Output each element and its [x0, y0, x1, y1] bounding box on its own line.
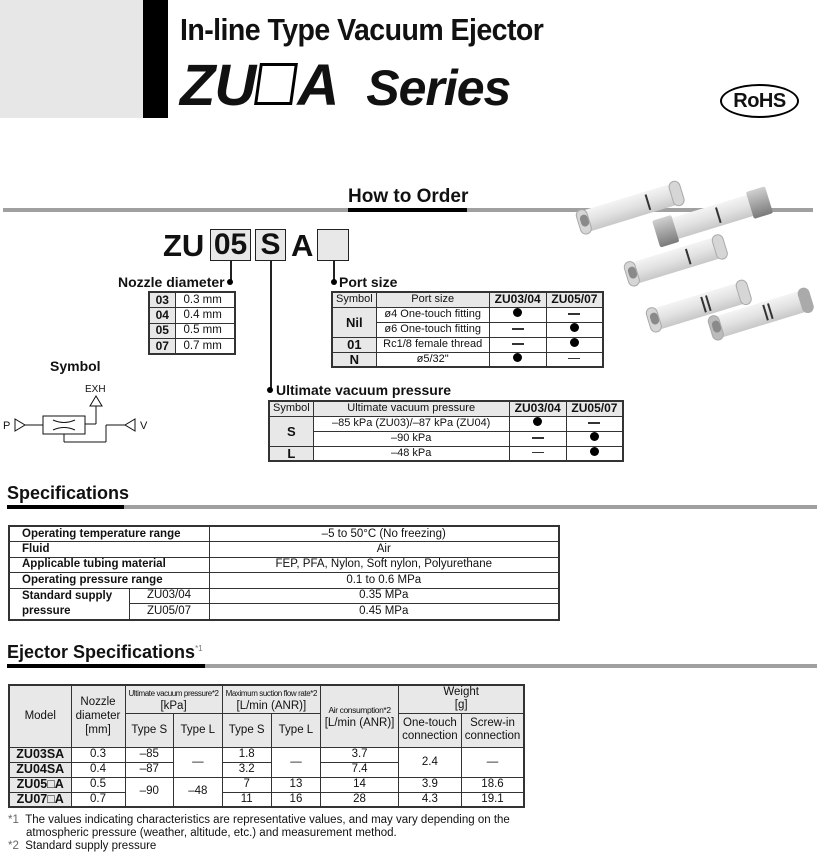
- ultimate-vacuum-table: [268, 400, 624, 462]
- header-cell: Type S: [222, 713, 271, 747]
- footnote-mark: *1: [195, 644, 203, 653]
- section-underline: [348, 208, 467, 212]
- cell: [546, 337, 603, 352]
- spec-sublabel: ZU03/04: [129, 588, 209, 604]
- cell: [489, 307, 546, 322]
- cell: ø5/32": [376, 352, 489, 367]
- cell: 04: [149, 308, 175, 324]
- filled-circle-icon: [513, 308, 522, 317]
- how-to-order-title: How to Order: [348, 186, 469, 207]
- order-code-prefix: ZU: [163, 228, 205, 263]
- order-code-vacuum: S: [255, 229, 286, 261]
- connector-line: [333, 261, 335, 281]
- table-row: [269, 446, 623, 461]
- cell: 07: [149, 339, 175, 355]
- header-line: Nozzle: [80, 696, 116, 709]
- dash-icon: [512, 343, 524, 344]
- svg-text:P: P: [3, 420, 11, 432]
- bullet-icon: [267, 387, 273, 393]
- order-code-port: [317, 229, 349, 261]
- table-row: [149, 323, 235, 339]
- header-cell: ZU03/04: [489, 292, 546, 307]
- dash-icon: [568, 313, 580, 314]
- series-title: [180, 52, 510, 119]
- svg-text:EXH: EXH: [85, 384, 106, 395]
- cell: 16: [271, 792, 320, 807]
- dash-icon: [568, 358, 580, 359]
- specifications-title: Specifications: [7, 483, 130, 503]
- series-suffix: A: [297, 53, 339, 118]
- header-cell: [461, 713, 524, 747]
- ejector-specifications-table: [8, 684, 525, 808]
- header-line: Ultimate vacuum pressure*2: [128, 688, 219, 698]
- header-cell: Model: [9, 685, 71, 747]
- header-black-bar: [143, 0, 168, 118]
- model-cell: ZU05□A: [9, 777, 71, 792]
- table-row: [9, 573, 559, 589]
- cell: [489, 322, 546, 337]
- model-cell: ZU03SA: [9, 747, 71, 762]
- spec-label: Operating temperature range: [9, 526, 209, 542]
- svg-text:V: V: [140, 420, 148, 432]
- port-size-label: Port size: [339, 274, 398, 290]
- cell: 0.5 mm: [175, 323, 235, 339]
- spec-sublabel: ZU05/07: [129, 604, 209, 620]
- nozzle-diameter-label: Nozzle diameter: [118, 274, 225, 290]
- symbol-label: Symbol: [50, 358, 101, 374]
- footnote-text: The values indicating characteristics are representative values, and may vary depending on the: [25, 814, 510, 826]
- table-header-row: [332, 292, 603, 307]
- section-underline: [7, 664, 205, 668]
- filled-circle-icon: [590, 432, 599, 441]
- symbol-cell: N: [332, 352, 376, 367]
- cell: [546, 307, 603, 322]
- header-cell: [222, 685, 320, 713]
- cell: 7.4: [321, 762, 399, 777]
- table-row: [332, 337, 603, 352]
- table-row: [9, 747, 524, 762]
- header-line: [L/min (ANR)]: [324, 717, 395, 729]
- header-line: [kPa]: [160, 699, 187, 712]
- label-line: Standard supply: [22, 589, 113, 602]
- model-cell: ZU07□A: [9, 792, 71, 807]
- cell: 0.7: [71, 792, 125, 807]
- dash-icon: [532, 452, 544, 453]
- product-title: In-line Type Vacuum Ejector: [180, 12, 544, 47]
- cell: 2.4: [399, 747, 462, 777]
- table-header-row: [269, 401, 623, 416]
- header-line: Maximum suction flow rate*2: [225, 688, 318, 698]
- spec-value: 0.35 MPa: [209, 588, 559, 604]
- footnote-mark: *2: [8, 840, 19, 852]
- symbol-cell: 01: [332, 337, 376, 352]
- cell: 11: [222, 792, 271, 807]
- symbol-cell: S: [269, 416, 313, 446]
- cell: [509, 416, 566, 431]
- header-cell: [321, 685, 399, 747]
- spec-value: FEP, PFA, Nylon, Soft nylon, Polyurethane: [209, 557, 559, 573]
- model-cell: ZU04SA: [9, 762, 71, 777]
- table-row: [9, 588, 559, 604]
- series-prefix: ZU: [180, 53, 256, 118]
- specifications-table: [8, 525, 560, 621]
- table-row: [9, 542, 559, 558]
- cell: 13: [271, 777, 320, 792]
- filled-circle-icon: [590, 447, 599, 456]
- cell: [509, 431, 566, 446]
- header-cell: Type L: [174, 713, 223, 747]
- cell: [489, 352, 546, 367]
- dash-icon: [532, 437, 544, 438]
- footnote: [8, 840, 156, 852]
- series-word: Series: [366, 60, 511, 116]
- cell: 0.4: [71, 762, 125, 777]
- spec-label: Fluid: [9, 542, 209, 558]
- ultimate-vacuum-label: Ultimate vacuum pressure: [276, 382, 452, 398]
- spec-label: Applicable tubing material: [9, 557, 209, 573]
- title-text: Ejector Specifications: [7, 642, 196, 662]
- header-cell: Ultimate vacuum pressure: [313, 401, 509, 416]
- cell: Rc1/8 female thread: [376, 337, 489, 352]
- header-line: Screw-in: [470, 717, 515, 730]
- symbol-cell: Nil: [332, 307, 376, 337]
- section-underline: [7, 505, 124, 509]
- header-line: diameter: [75, 710, 121, 723]
- header-cell: ZU05/07: [566, 401, 623, 416]
- footnote: [26, 827, 397, 839]
- header-cell: [399, 685, 525, 713]
- cell: –48: [174, 777, 223, 807]
- cell: ø6 One-touch fitting: [376, 322, 489, 337]
- header-line: [mm]: [85, 724, 111, 737]
- header-line: Weight: [443, 686, 479, 699]
- cell: 3.7: [321, 747, 399, 762]
- table-row: [269, 431, 623, 446]
- port-size-table: [331, 291, 604, 368]
- cell: 4.3: [399, 792, 462, 807]
- cell: 0.3: [71, 747, 125, 762]
- cell: –48 kPa: [313, 446, 509, 461]
- spec-label: Operating pressure range: [9, 573, 209, 589]
- cell: 28: [321, 792, 399, 807]
- table-row: [9, 792, 524, 807]
- spec-value: 0.45 MPa: [209, 604, 559, 620]
- cell: 14: [321, 777, 399, 792]
- cell: –85 kPa (ZU03)/–87 kPa (ZU04): [313, 416, 509, 431]
- cell: 03: [149, 292, 175, 308]
- table-row: [332, 352, 603, 367]
- filled-circle-icon: [570, 338, 579, 347]
- header-cell: ZU05/07: [546, 292, 603, 307]
- cell: –87: [125, 762, 174, 777]
- cell: [566, 416, 623, 431]
- cell: –85: [125, 747, 174, 762]
- dash-icon: [512, 328, 524, 329]
- cell: 3.2: [222, 762, 271, 777]
- cell: ø4 One-touch fitting: [376, 307, 489, 322]
- header-cell: ZU03/04: [509, 401, 566, 416]
- order-code-fixed: A: [291, 228, 314, 263]
- spec-value: 0.1 to 0.6 MPa: [209, 573, 559, 589]
- table-header-row: [9, 685, 524, 713]
- header-cell: [399, 713, 462, 747]
- filled-circle-icon: [513, 353, 522, 362]
- cell: [546, 322, 603, 337]
- table-row: [149, 308, 235, 324]
- cell: 0.7 mm: [175, 339, 235, 355]
- filled-circle-icon: [533, 417, 542, 426]
- cell: 19.1: [461, 792, 524, 807]
- rohs-badge: RoHS: [720, 84, 799, 118]
- cell: 18.6: [461, 777, 524, 792]
- filled-circle-icon: [570, 323, 579, 332]
- header-line: [L/min (ANR)]: [236, 699, 307, 712]
- header-line: Air consumption*2: [328, 705, 391, 715]
- cell: [566, 431, 623, 446]
- cell: 05: [149, 323, 175, 339]
- table-row: [269, 416, 623, 431]
- header-line: [g]: [454, 699, 468, 712]
- header-line: One-touch: [403, 717, 457, 730]
- header-line: connection: [464, 730, 521, 743]
- header-cell: Symbol: [269, 401, 313, 416]
- ejector-symbol-diagram: [0, 378, 160, 448]
- cell: 0.3 mm: [175, 292, 235, 308]
- footnote-text: Standard supply pressure: [25, 840, 157, 852]
- table-row: [149, 292, 235, 308]
- cell: 0.4 mm: [175, 308, 235, 324]
- table-row: [149, 339, 235, 355]
- section-rule: [7, 505, 817, 509]
- label-line: pressure: [22, 604, 71, 617]
- cell: –90: [125, 777, 174, 807]
- cell: 7: [222, 777, 271, 792]
- header-cell: Symbol: [332, 292, 376, 307]
- cell: 0.5: [71, 777, 125, 792]
- footnote: [8, 814, 510, 826]
- cell: —: [271, 747, 320, 777]
- header-cell: [71, 685, 125, 747]
- cell: [509, 446, 566, 461]
- header-line: connection: [402, 730, 458, 743]
- bullet-icon: [331, 279, 337, 285]
- spec-label: [9, 588, 129, 620]
- header-gray-band: [0, 0, 143, 118]
- symbol-cell: L: [269, 446, 313, 461]
- header-cell: [125, 685, 222, 713]
- header-cell: Port size: [376, 292, 489, 307]
- cell: 1.8: [222, 747, 271, 762]
- table-row: [9, 777, 524, 792]
- table-row: [332, 307, 603, 322]
- footnote-text: atmospheric pressure (weather, altitude, etc.) and measurement method.: [26, 827, 397, 839]
- cell: [546, 352, 603, 367]
- ejector-specifications-title: [7, 642, 203, 663]
- cell: [566, 446, 623, 461]
- table-row: [9, 526, 559, 542]
- order-code-nozzle: 05: [210, 229, 251, 261]
- dash-icon: [588, 422, 600, 423]
- cell: [489, 337, 546, 352]
- spec-value: –5 to 50°C (No freezing): [209, 526, 559, 542]
- connector-line: [270, 261, 272, 389]
- nozzle-diameter-table: [148, 291, 236, 355]
- header-cell: Type L: [271, 713, 320, 747]
- cell: 3.9: [399, 777, 462, 792]
- cell: –90 kPa: [313, 431, 509, 446]
- placeholder-box-icon: [254, 63, 298, 105]
- header-cell: Type S: [125, 713, 174, 747]
- spec-value: Air: [209, 542, 559, 558]
- bullet-icon: [227, 279, 233, 285]
- footnote-mark: *1: [8, 814, 19, 826]
- cell: —: [174, 747, 223, 777]
- cell: —: [461, 747, 524, 777]
- table-row: [9, 557, 559, 573]
- connector-line: [230, 261, 232, 281]
